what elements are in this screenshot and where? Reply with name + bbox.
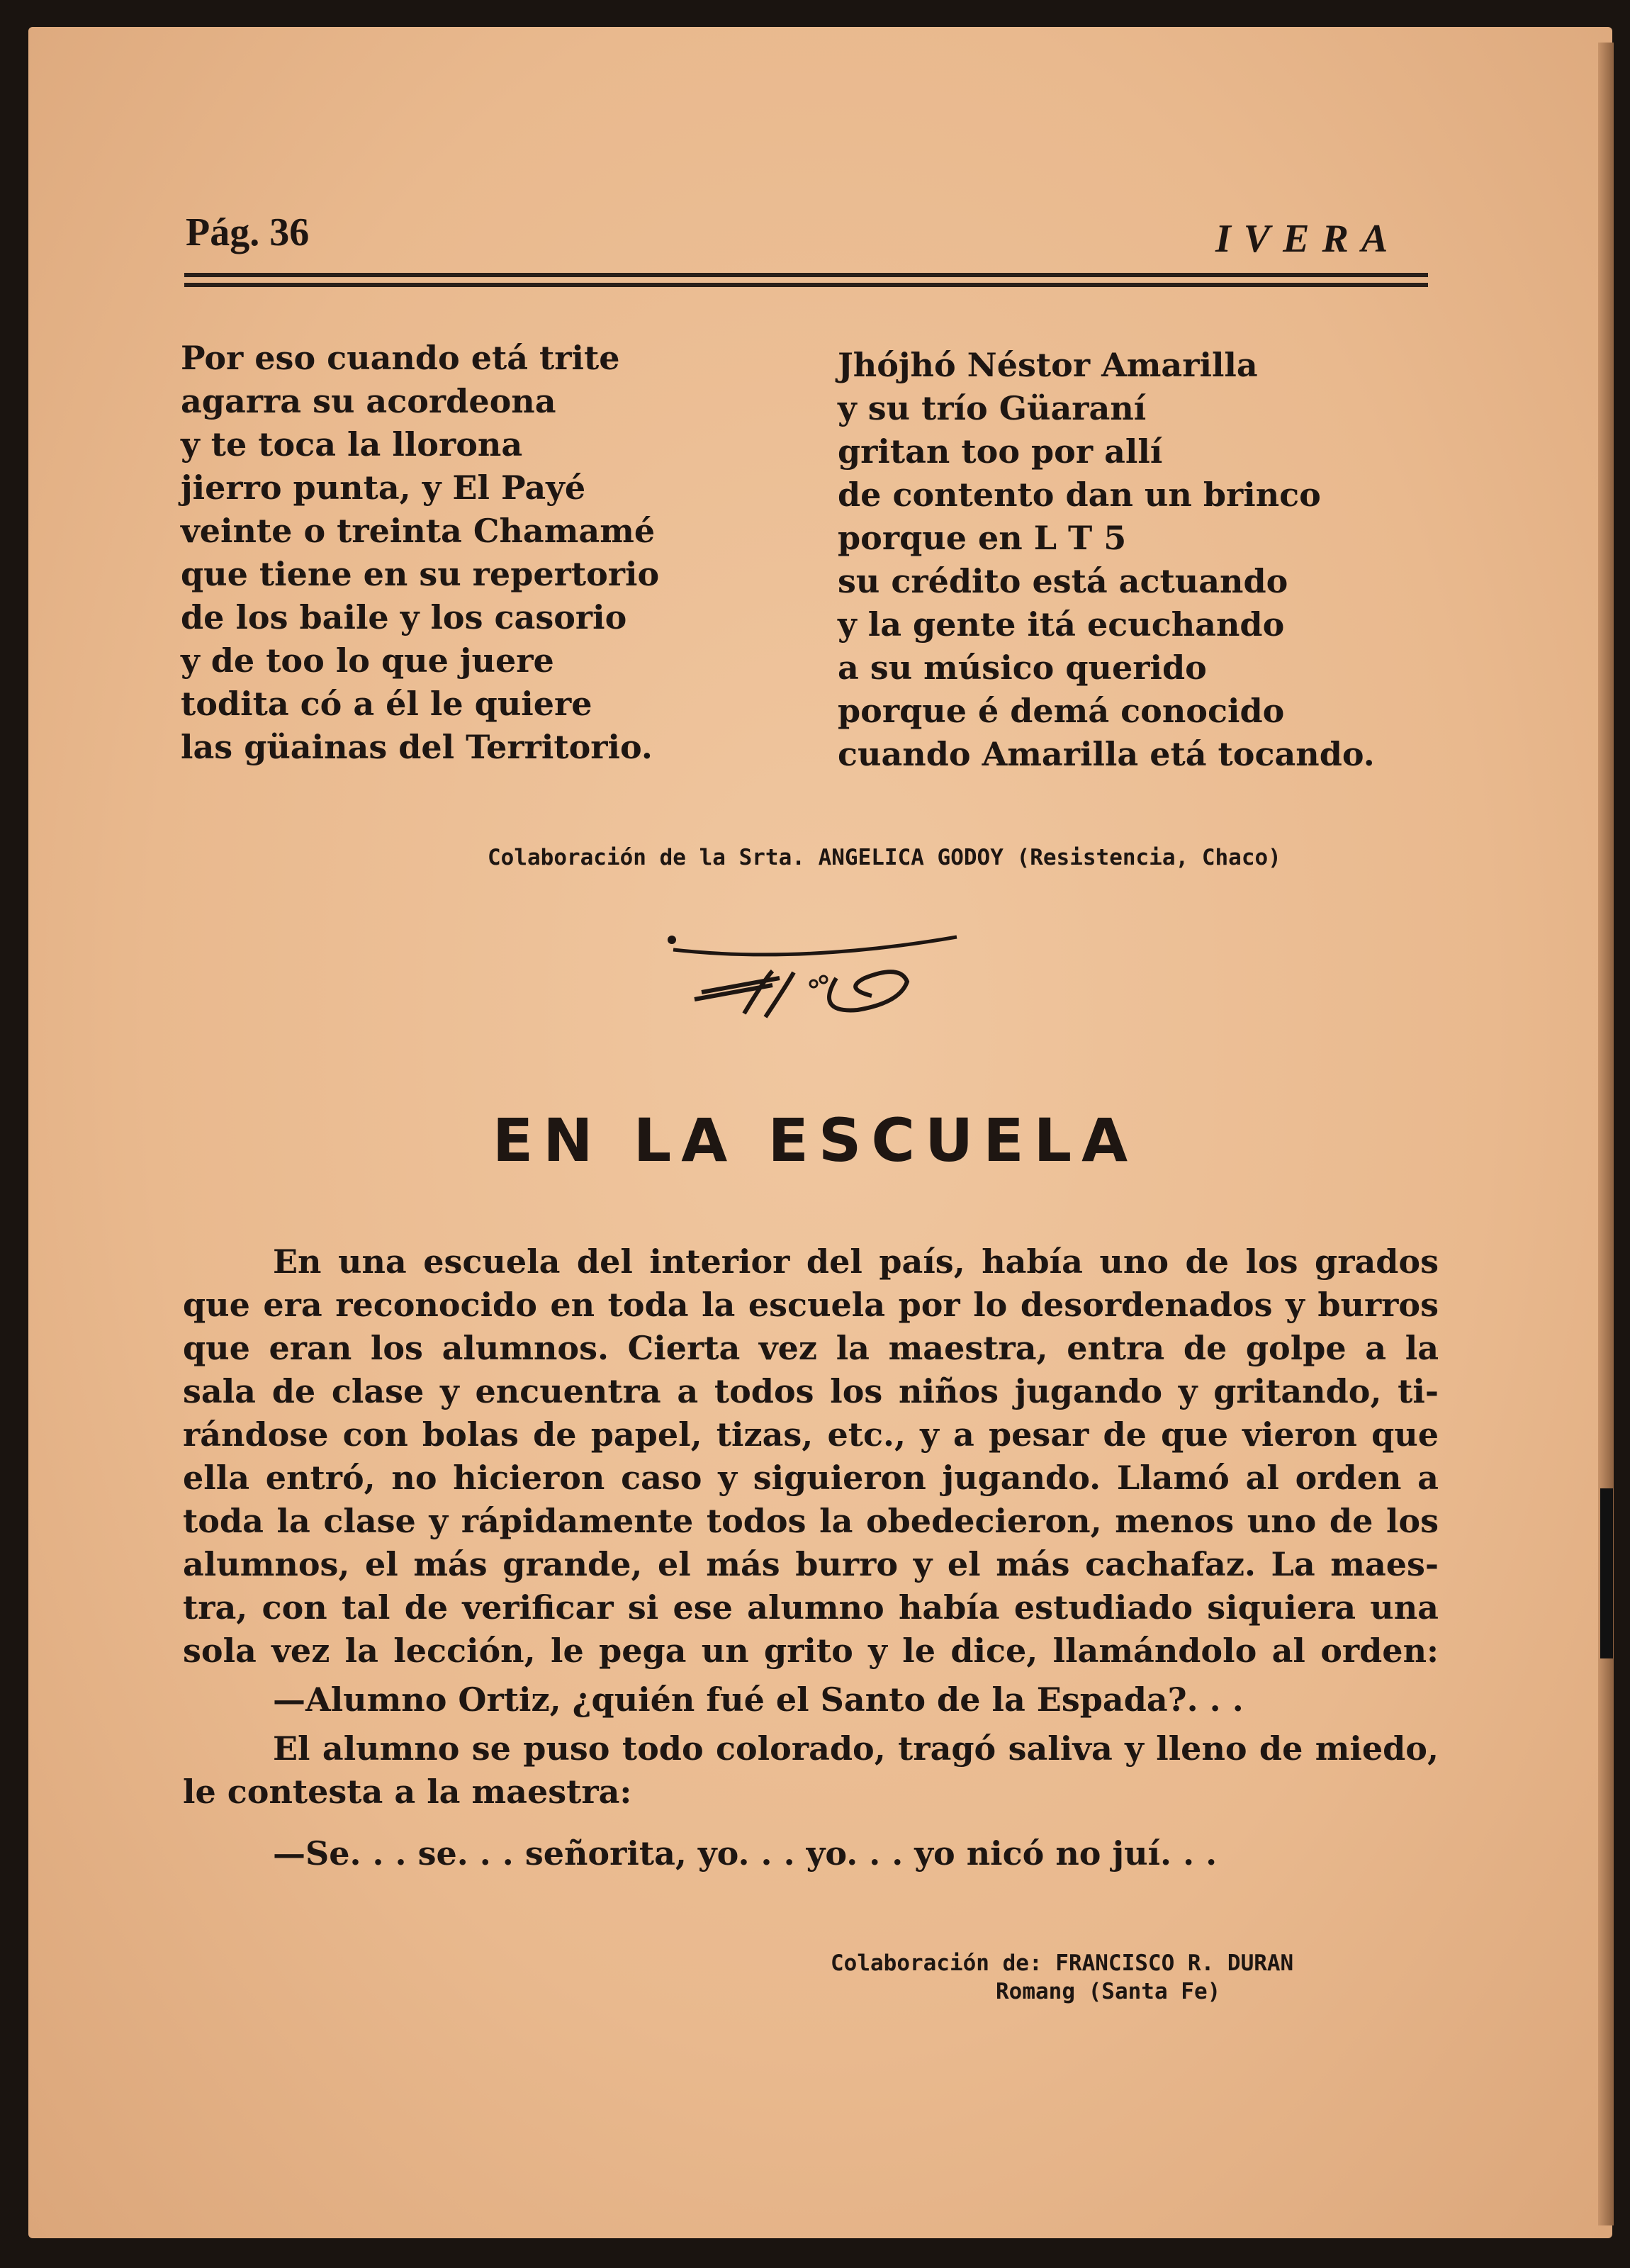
verse-line: que tiene en su repertorio bbox=[181, 555, 660, 593]
page-number: Pág. 36 bbox=[186, 210, 310, 254]
poem-left-column bbox=[181, 337, 659, 769]
story-credit-location: Romang (Santa Fe) bbox=[996, 1979, 1221, 2004]
verse-line: a su músico querido bbox=[838, 649, 1207, 687]
verse-line: Por eso cuando etá trite bbox=[181, 339, 620, 377]
story-line: que era reconocido en toda la escuela por lo desordenados y burros bbox=[183, 1286, 1439, 1324]
verse-line: de contento dan un brinco bbox=[838, 476, 1321, 514]
story-line: que eran los alumnos. Cierta vez la maestra, entra de golpe a la bbox=[183, 1329, 1439, 1367]
story-line: rándose con bolas de papel, tizas, etc., y a pesar de que vieron que bbox=[183, 1415, 1439, 1454]
verse-line: las güainas del Territorio. bbox=[181, 728, 653, 766]
verse-line: agarra su acordeona bbox=[181, 382, 556, 420]
header-rule-top bbox=[184, 273, 1428, 277]
magazine-title: IVERA bbox=[1215, 217, 1401, 261]
dialogue-answer: —Se. . . se. . . señorita, yo. . . yo. . . yo nicó no juí. . . bbox=[273, 1834, 1218, 1873]
story-line: alumnos, el más grande, el más burro y el más cachafaz. La maes- bbox=[183, 1545, 1439, 1583]
story-title: EN LA ESCUELA bbox=[492, 1106, 1138, 1175]
verse-line: gritan too por allí bbox=[838, 432, 1163, 471]
story-body bbox=[183, 1240, 1439, 1875]
story-line: ella entró, no hicieron caso y siguieron jugando. Llamó al orden a bbox=[183, 1459, 1439, 1497]
header-rule-bottom bbox=[184, 283, 1428, 287]
story-line: toda la clase y rápidamente todos la obedecieron, menos uno de los bbox=[183, 1502, 1439, 1540]
verse-line: su crédito está actuando bbox=[838, 562, 1288, 600]
verse-line: todita có a él le quiere bbox=[181, 685, 592, 723]
story-line: sola vez la lección, le pega un grito y le dice, llamándolo al orden: bbox=[183, 1632, 1439, 1670]
story-line: sala de clase y encuentra a todos los niños jugando y gritando, ti- bbox=[183, 1372, 1439, 1410]
verse-line: y la gente itá ecuchando bbox=[838, 605, 1285, 644]
story-line: tra, con tal de verificar si ese alumno había estudiado siquiera una bbox=[183, 1588, 1439, 1627]
verse-line: porque é demá conocido bbox=[838, 692, 1285, 730]
story-credit: Colaboración de: FRANCISCO R. DURAN bbox=[831, 1950, 1294, 1976]
poem-credit: Colaboración de la Srta. ANGELICA GODOY (Resistencia, Chaco) bbox=[488, 845, 1281, 870]
verse-line: y de too lo que juere bbox=[181, 641, 554, 680]
poem-right-column bbox=[838, 344, 1375, 776]
verse-line: jierro punta, y El Payé bbox=[181, 468, 586, 507]
flourish-ornament bbox=[659, 928, 964, 1035]
story-line: le contesta a la maestra: bbox=[183, 1773, 632, 1811]
verse-line: veinte o treinta Chamamé bbox=[181, 512, 656, 550]
verse-line: cuando Amarilla etá tocando. bbox=[838, 735, 1375, 773]
story-line: El alumno se puso todo colorado, tragó saliva y lleno de miedo, bbox=[273, 1729, 1439, 1768]
dialogue-question: —Alumno Ortiz, ¿quién fué el Santo de la Espada?. . . bbox=[273, 1680, 1244, 1719]
verse-line: de los baile y los casorio bbox=[181, 598, 627, 636]
verse-line: y su trío Güaraní bbox=[838, 389, 1147, 427]
story-line: En una escuela del interior del país, había uno de los grados bbox=[273, 1242, 1439, 1281]
verse-line: Jhójhó Néstor Amarilla bbox=[838, 346, 1258, 384]
verse-line: y te toca la llorona bbox=[181, 425, 523, 464]
verse-line: porque en L T 5 bbox=[838, 519, 1127, 557]
binding-tab bbox=[1600, 1488, 1613, 1658]
